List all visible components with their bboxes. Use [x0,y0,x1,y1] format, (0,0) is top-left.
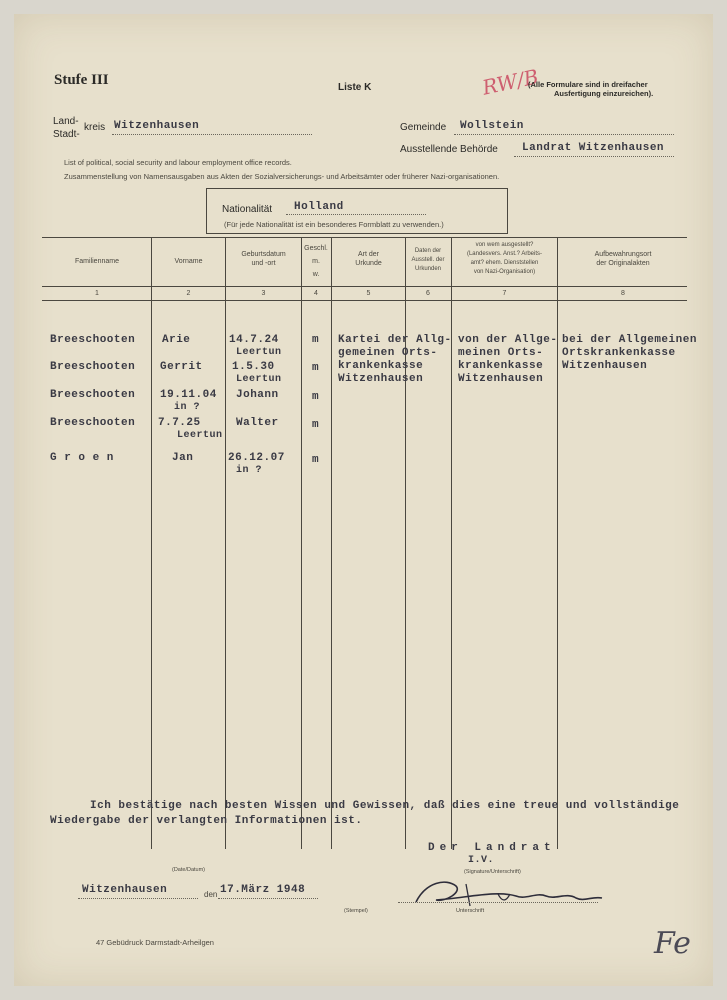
col-header-6 [406,247,450,274]
signature-caption: (Signature/Unterschrift) [464,869,521,875]
col-divider-2 [225,237,226,849]
gemeinde-label: Gemeinde [400,122,447,133]
date-underline [218,898,318,899]
entry-4-birth-date: 7.7.25 [158,417,201,429]
entry-5-sex: m [312,454,320,466]
col-header-6-line3: Urkunden [414,266,441,272]
col-header-5-line1: Art der [357,251,379,258]
aussteller-line-1: von der Allge- [458,334,558,346]
col-header-4 [302,244,330,279]
urkunde-line-1: Kartei der Allg- [338,334,452,346]
entry-5-firstname: Jan [172,452,194,464]
entry-4-surname: Breeschooten [50,417,136,429]
unterschrift-caption: Unterschrift [456,908,485,914]
signer-title: Der Landrat [428,842,556,854]
entry-4-firstname: Walter [236,417,279,429]
signature-underline [398,902,598,903]
stadt-label: Stadt- [53,129,80,140]
col-header-5 [333,250,404,268]
col-header-3 [227,250,300,268]
table-header-line [42,286,687,287]
col-header-3-line1: Geburtsdatum [241,251,286,258]
col-header-2 [153,257,224,266]
behoerde-label: Ausstellende Behörde [400,144,498,155]
place-value: Witzenhausen [82,884,168,896]
entry-5-surname: G r o e n [50,452,114,464]
col-divider-1 [151,237,152,849]
kreis-value: Witzenhausen [114,120,200,132]
aussteller-line-4: Witzenhausen [458,373,544,385]
entry-2-birth-place: Leertun [236,374,282,385]
col-divider-5 [405,237,406,849]
subtitle-german: Zusammenstellung von Namensausgaben aus Akten der Sozialversicherungs- und Arbeitsämter oder früherer Nazi-organisationen. [64,172,500,181]
entry-2-firstname: Gerrit [160,361,203,373]
col-header-8-line1: Aufbewahrungsort [594,251,652,258]
confirmation-line-1: Ich bestätige nach besten Wissen und Gewissen, daß dies eine treue und vollständige [90,800,680,812]
col-header-4-line3: w. [312,271,320,278]
col-header-7-line3: amt? ehem. Dienststellen [470,260,539,266]
col-number-1: 1 [95,290,99,297]
entry-5-birth-date: 26.12.07 [228,452,285,464]
behoerde-underline [514,156,674,157]
entry-3-birth-place: in ? [174,402,201,413]
entry-3-firstname: Johann [236,389,279,401]
table-number-line [42,300,687,301]
nationality-value: Holland [294,201,344,213]
entry-4-birth-place: Leertun [177,430,223,441]
subtitle-english: List of political, social security and labour employment office records. [64,158,292,167]
confirmation-line-2: Wiedergabe der verlangten Informationen ist. [50,815,363,827]
col-header-7-line4: von Nazi-Organisation) [473,269,536,275]
col-header-1-line: Familienname [75,258,119,265]
col-number-2: 2 [186,290,191,297]
den-label: den [204,890,218,899]
entry-3-sex: m [312,391,320,403]
col-header-5-line2: Urkunde [355,260,382,267]
col-number-4: 4 [314,290,318,297]
signer-iv: I.V. [468,855,495,866]
entry-2-sex: m [312,362,320,374]
col-number-7: 7 [502,290,507,297]
land-label: Land- [53,116,79,127]
col-header-8-line2: der Originalakten [596,260,650,267]
stufe-title: Stufe III [54,72,109,88]
col-divider-6 [451,237,452,849]
form-note-line2: Ausfertigung einzureichen). [554,89,654,98]
col-divider-4 [331,237,332,849]
entry-4-sex: m [312,419,320,431]
entry-5-birth-place: in ? [236,465,263,476]
behoerde-value: Landrat Witzenhausen [522,142,665,154]
urkunde-line-2: gemeinen Orts- [338,347,438,359]
col-number-5: 5 [366,290,371,297]
document-page [14,14,713,986]
gemeinde-value: Wollstein [460,120,524,132]
gemeinde-underline [454,134,674,135]
aufbewahrung-line-3: Witzenhausen [562,360,648,372]
place-underline [78,898,198,899]
entry-2-birth-date: 1.5.30 [232,361,275,373]
col-header-6-line1: Daten der [414,248,442,254]
col-header-4-line2: m. [312,258,320,265]
kreis-label: kreis [84,122,106,133]
col-header-7-line1: von wem ausgestellt? [475,242,534,248]
col-number-8: 8 [621,290,625,297]
urkunde-line-4: Witzenhausen [338,373,424,385]
col-divider-7 [557,237,558,849]
col-number-6: 6 [426,290,430,297]
col-header-1 [44,257,150,266]
table-top-line [42,237,687,238]
printer-imprint: 47 Gebüdruck Darmstadt-Arheilgen [96,938,214,947]
entry-1-birth-place: Leertun [236,347,282,358]
col-header-8 [559,250,687,268]
aufbewahrung-line-1: bei der Allgemeinen [562,334,697,346]
col-header-4-line1: Geschl. [304,245,328,252]
entry-1-sex: m [312,334,320,346]
col-header-3-line2: und -ort [251,260,276,267]
kreis-underline [112,134,312,135]
col-divider-3 [301,237,302,849]
nationality-note: (Für jede Nationalität ist ein besonderes Formblatt zu verwenden.) [224,220,444,229]
form-note-line1: (Alle Formulare sind in dreifacher [528,80,648,89]
urkunde-line-3: krankenkasse [338,360,424,372]
col-header-6-line2: Ausstell. der [411,257,445,263]
entry-1-surname: Breeschooten [50,334,136,346]
col-header-7-line2: (Landesvers. Anst.? Arbeits- [466,251,543,257]
nationality-underline [286,214,426,215]
entry-1-firstname: Arie [162,334,191,346]
handwritten-signature [406,872,616,912]
entry-3-birth-date: 19.11.04 [160,389,217,401]
liste-title: Liste K [338,82,372,93]
entry-1-birth-date: 14.7.24 [229,334,279,346]
aussteller-line-2: meinen Orts- [458,347,544,359]
stempel-caption: (Stempel) [344,908,368,914]
entry-2-surname: Breeschooten [50,361,136,373]
date-caption: (Date/Datum) [172,867,206,873]
col-header-7 [453,241,556,277]
aussteller-line-3: krankenkasse [458,360,544,372]
nationality-label: Nationalität [222,204,273,215]
handwritten-initials: Fe [654,926,691,961]
aufbewahrung-line-2: Ortskrankenkasse [562,347,676,359]
date-value: 17.März 1948 [220,884,306,896]
entry-3-surname: Breeschooten [50,389,136,401]
col-header-2-line: Vorname [174,258,203,265]
col-number-3: 3 [261,290,266,297]
handwritten-stamp: RW/B [480,64,541,100]
